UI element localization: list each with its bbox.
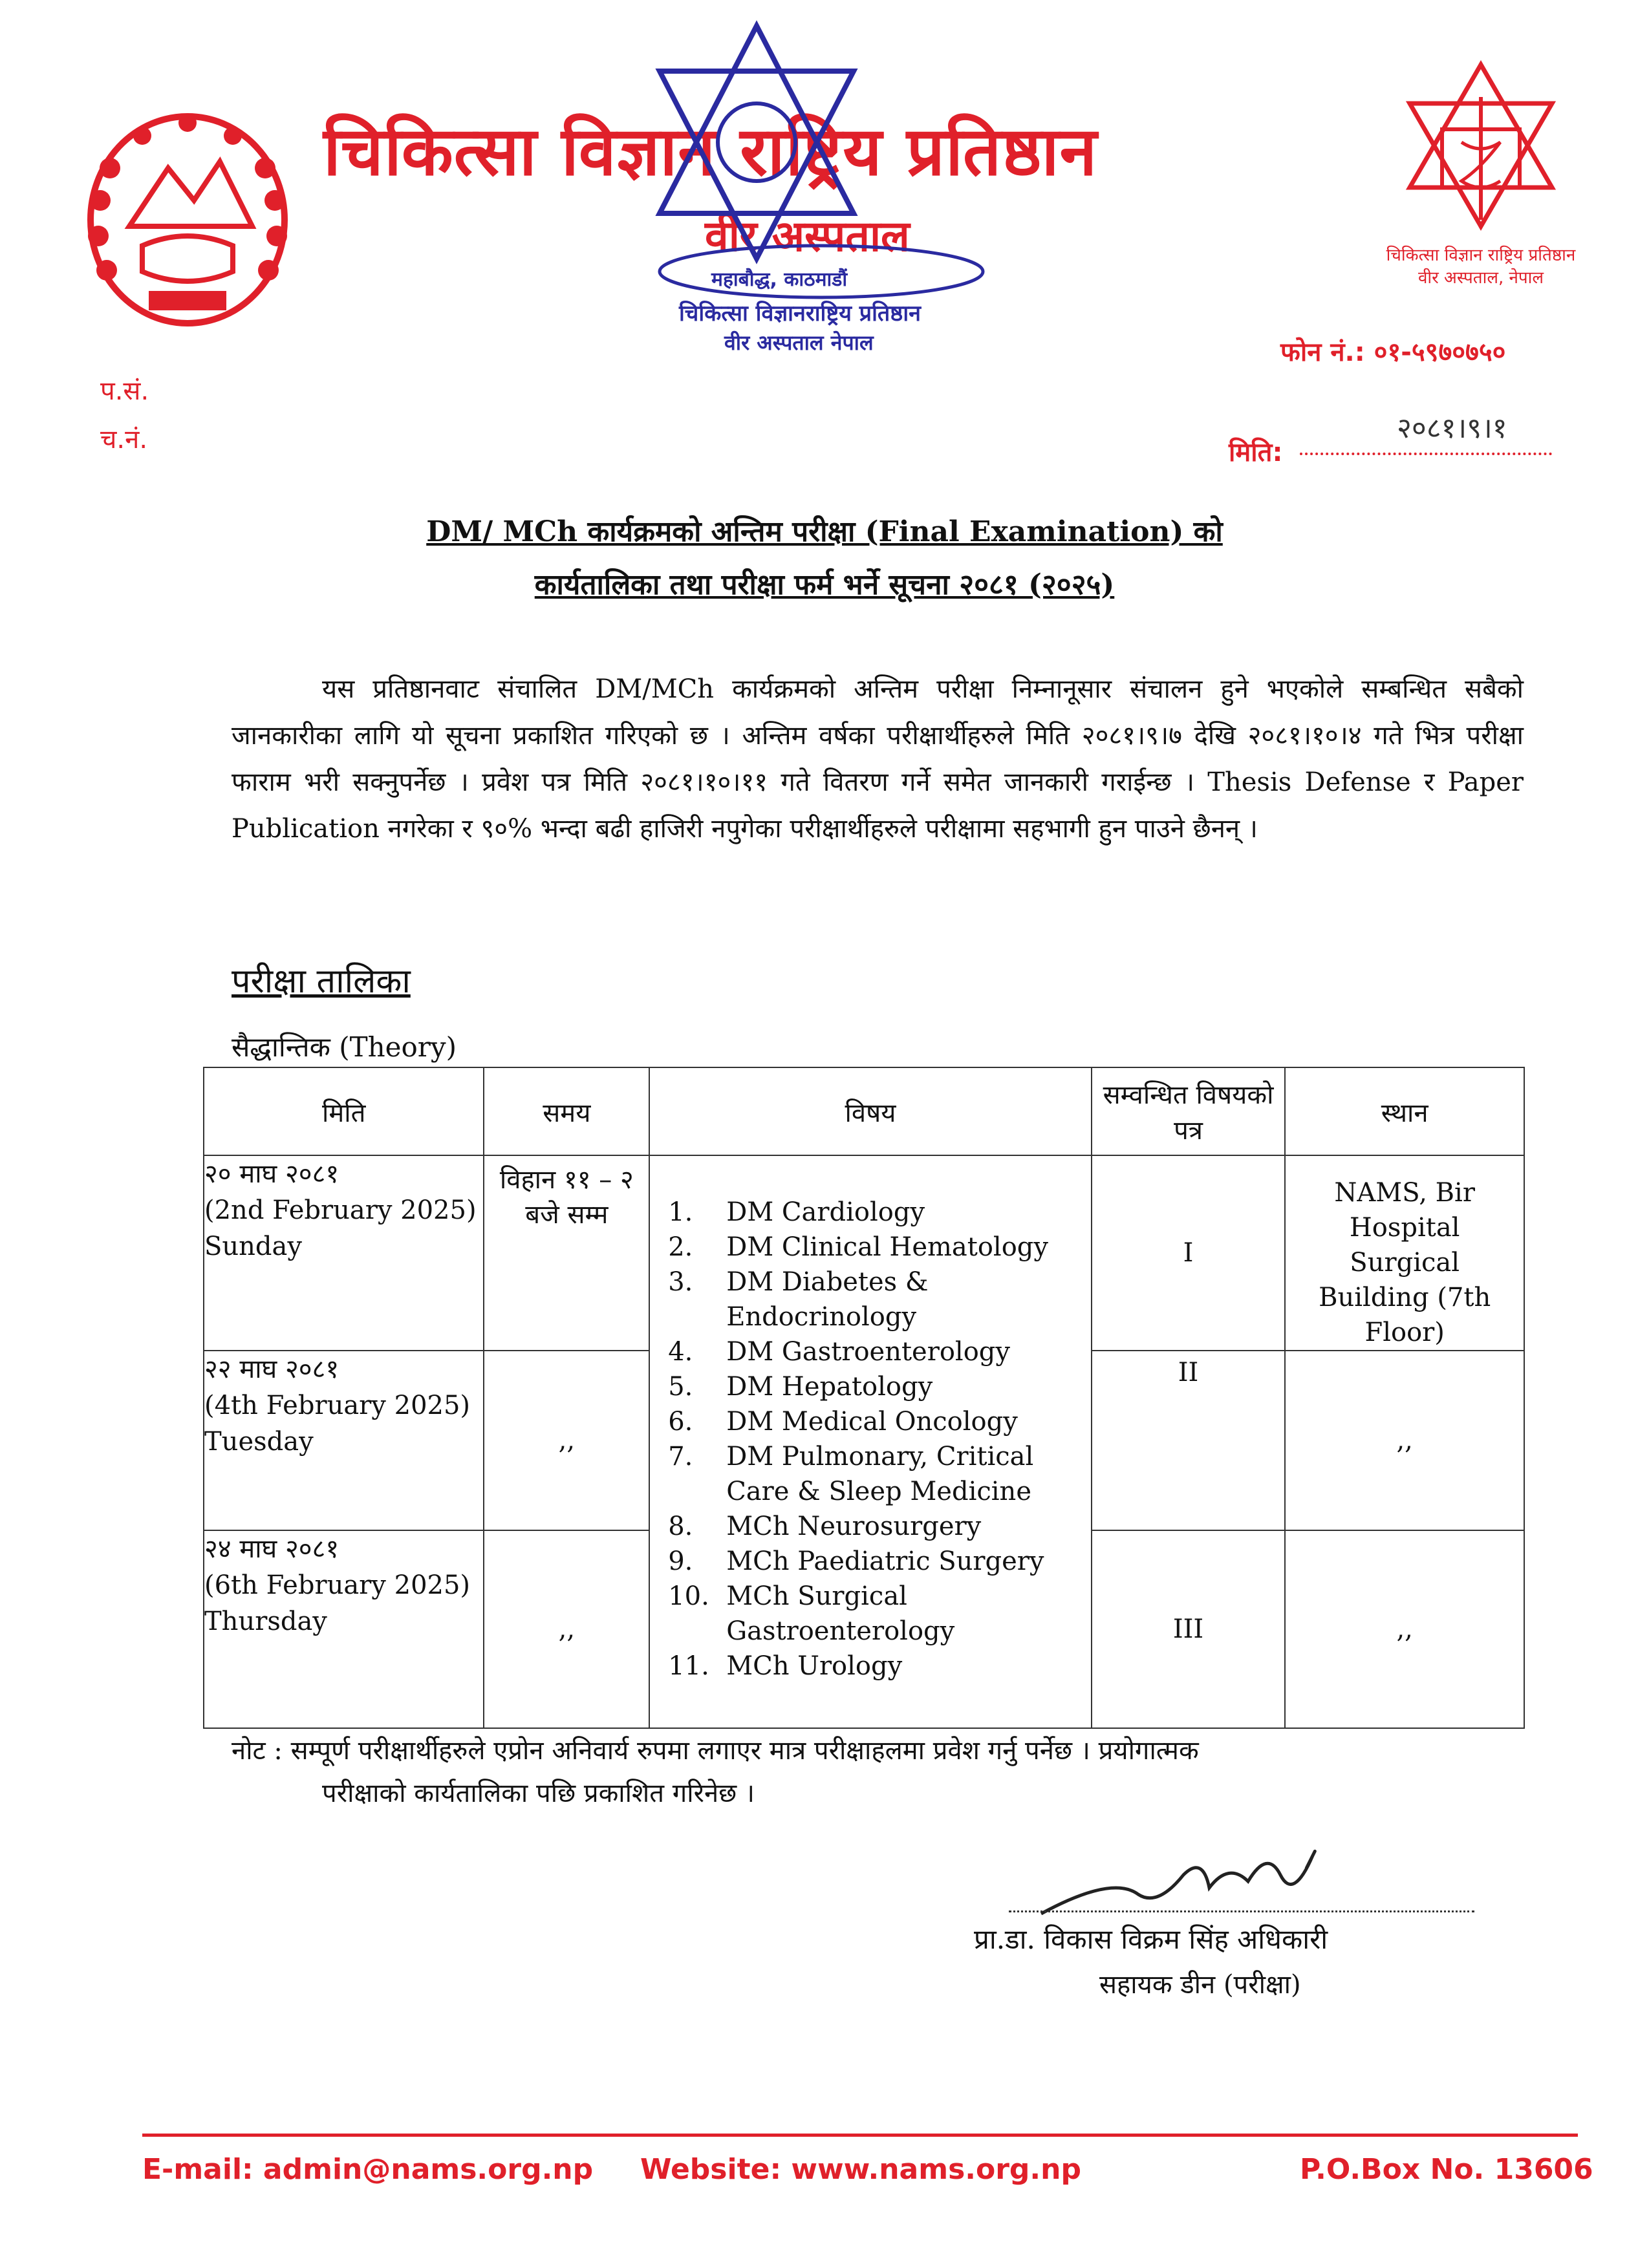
exam-schedule-title: परीक्षा तालिका — [232, 962, 411, 1001]
day-name: Tuesday — [204, 1427, 314, 1457]
item-number: 1. — [668, 1197, 693, 1227]
item-name: DM Hepatology — [726, 1372, 933, 1402]
date-value: २०८१।९।१ — [1397, 412, 1507, 445]
nepal-emblem-logo — [71, 97, 304, 336]
notice-body: यस प्रतिष्ठानवाट संचालित DM/MCh कार्यक्रमको अन्तिम परीक्षा निम्नानूसार संचालन हुने भएकोले सम्बन्धित सबैको जानकारीका लागि यो सूचना प्रकाशित गरिएको छ । अन्तिम वर्षका परीक्षार्थीहरुले मिति २०८१।९।७ देखि २०८१।१०।४ गते भित्र परीक्षा फाराम भरी सक्नुपर्नेछ । प्रवेश पत्र मिति २०८१।१०।११ गते वितरण गर्ने समेत जानकारी गराईन्छ । Thesis Defense र Paper Publication नगरेका र ९०% भन्दा बढी हाजिरी नपुगेका परीक्षार्थीहरुले परीक्षामा सहभागी हुन पाउने छैनन् । — [232, 674, 1524, 844]
subject-list — [650, 1156, 1091, 1684]
nams-star-logo — [1397, 58, 1565, 252]
item-number: 2. — [668, 1232, 693, 1262]
item-number: 11. — [668, 1651, 709, 1681]
list-item — [668, 1579, 1091, 1649]
signatory-role: सहायक डीन (परीक्षा) — [1099, 1970, 1301, 2000]
list-item — [668, 1404, 1091, 1439]
date-nepali: २२ माघ २०८१ — [204, 1354, 339, 1384]
item-number: 4. — [668, 1337, 693, 1367]
header-venue: स्थान — [1285, 1067, 1524, 1155]
date-cell — [204, 1155, 484, 1351]
institution-title: चिकित्सा विज्ञान राष्ट्रिय प्रतिष्ठान — [323, 112, 1098, 191]
stamp-text-3: महाबौद्ध, काठमाडौं — [711, 268, 848, 291]
item-number: 5. — [668, 1372, 693, 1402]
header-paper: सम्वन्धित विषयको पत्र — [1092, 1067, 1286, 1155]
date-label: मिति: — [1229, 438, 1283, 467]
date-cell — [204, 1530, 484, 1728]
item-name: DM Pulmonary, Critical Care & Sleep Medicine — [726, 1442, 1034, 1506]
item-number: 6. — [668, 1407, 693, 1437]
official-stamp — [640, 19, 1002, 356]
date-english: (4th February 2025) — [204, 1391, 471, 1420]
phone-label: फोन नं.: — [1280, 337, 1365, 367]
date-nepali: २४ माघ २०८१ — [204, 1534, 339, 1564]
exam-schedule-table — [203, 1067, 1525, 1729]
item-name: DM Clinical Hematology — [726, 1232, 1048, 1262]
date-english: (6th February 2025) — [204, 1570, 471, 1600]
date-nepali: २० माघ २०८१ — [204, 1159, 339, 1189]
item-number: 3. — [668, 1267, 693, 1297]
note-block — [232, 1729, 1525, 1815]
right-logo-caption-1: चिकित्सा विज्ञान राष्ट्रिय प्रतिष्ठान — [1386, 246, 1576, 265]
footer-pobox: P.O.Box No. 13606 — [1300, 2153, 1593, 2186]
note-line-1: नोट : सम्पूर्ण परीक्षार्थीहरुले एप्रोन अनिवार्य रुपमा लगाएर मात्र परीक्षाहलमा प्रवेश गर्नु पर्नेछ । प्रयोगात्मक — [232, 1736, 1199, 1766]
date-cell — [204, 1351, 484, 1530]
date-dotted-line — [1300, 453, 1552, 455]
venue-cell: NAMS, Bir Hospital Surgical Building (7th Floor) — [1285, 1155, 1524, 1351]
notice-heading-line-1: DM/ MCh कार्यक्रमको अन्तिम परीक्षा (Final Examination) को — [426, 515, 1223, 548]
footer-divider — [142, 2134, 1578, 2137]
notice-heading-line-2: कार्यतालिका तथा परीक्षा फर्म भर्ने सूचना २०८१ (२०२५) — [534, 568, 1115, 601]
time-cell: ,, — [484, 1530, 649, 1728]
header-subject: विषय — [649, 1067, 1092, 1155]
subject-cell — [649, 1155, 1092, 1728]
paper-cell: II — [1092, 1351, 1286, 1530]
time-cell: विहान ११ – २ बजे सम्म — [484, 1155, 649, 1351]
table-row — [204, 1155, 1524, 1351]
header-time: समय — [484, 1067, 649, 1155]
table-header-row — [204, 1067, 1524, 1155]
list-item — [668, 1509, 1091, 1544]
item-number: 10. — [668, 1581, 709, 1611]
paper-cell: I — [1092, 1155, 1286, 1351]
ps-label: प.सं. — [100, 376, 149, 406]
signature-dotted-line — [1009, 1910, 1474, 1912]
list-item — [668, 1649, 1091, 1684]
signatory-name: प्रा.डा. विकास विक्रम सिंह अधिकारी — [974, 1923, 1328, 1955]
item-name: DM Diabetes & Endocrinology — [726, 1267, 929, 1332]
cn-label: च.नं. — [100, 425, 148, 455]
item-number: 7. — [668, 1442, 693, 1471]
list-item — [668, 1544, 1091, 1579]
signature-scribble — [1035, 1836, 1345, 1927]
paper-cell: III — [1092, 1530, 1286, 1728]
list-item — [668, 1230, 1091, 1265]
venue-cell: ,, — [1285, 1351, 1524, 1530]
time-cell: ,, — [484, 1351, 649, 1530]
item-name: MCh Paediatric Surgery — [726, 1546, 1044, 1576]
item-name: MCh Urology — [726, 1651, 903, 1681]
list-item — [668, 1334, 1091, 1369]
item-number: 9. — [668, 1546, 693, 1576]
stamp-text-1: चिकित्सा विज्ञानराष्ट्रिय प्रतिष्ठान — [679, 301, 921, 326]
list-item — [668, 1195, 1091, 1230]
item-name: MCh Surgical Gastroenterology — [726, 1581, 955, 1646]
footer-email: E-mail: admin@nams.org.np — [142, 2153, 594, 2186]
phone-number: ०१-५९७०७५० — [1374, 337, 1506, 367]
list-item — [668, 1369, 1091, 1404]
day-name: Sunday — [204, 1232, 302, 1261]
note-line-2: परीक्षाको कार्यतालिका पछि प्रकाशित गरिनेछ । — [322, 1779, 755, 1808]
list-item — [668, 1439, 1091, 1509]
hospital-subtitle: वीर अस्पताल — [705, 211, 910, 261]
item-name: MCh Neurosurgery — [726, 1512, 982, 1541]
right-logo-caption-2: वीर अस्पताल, नेपाल — [1417, 268, 1544, 288]
item-name: DM Gastroenterology — [726, 1337, 1010, 1367]
item-name: DM Medical Oncology — [726, 1407, 1018, 1437]
theory-subtitle: सैद्धान्तिक (Theory) — [232, 1031, 457, 1063]
venue-cell: ,, — [1285, 1530, 1524, 1728]
day-name: Thursday — [204, 1607, 327, 1636]
item-name: DM Cardiology — [726, 1197, 925, 1227]
item-number: 8. — [668, 1512, 693, 1541]
stamp-text-2: वीर अस्पताल नेपाल — [724, 330, 874, 355]
footer-website: Website: www.nams.org.np — [640, 2153, 1081, 2186]
list-item — [668, 1265, 1091, 1334]
header-date: मिति — [204, 1067, 484, 1155]
date-english: (2nd February 2025) — [204, 1195, 477, 1225]
